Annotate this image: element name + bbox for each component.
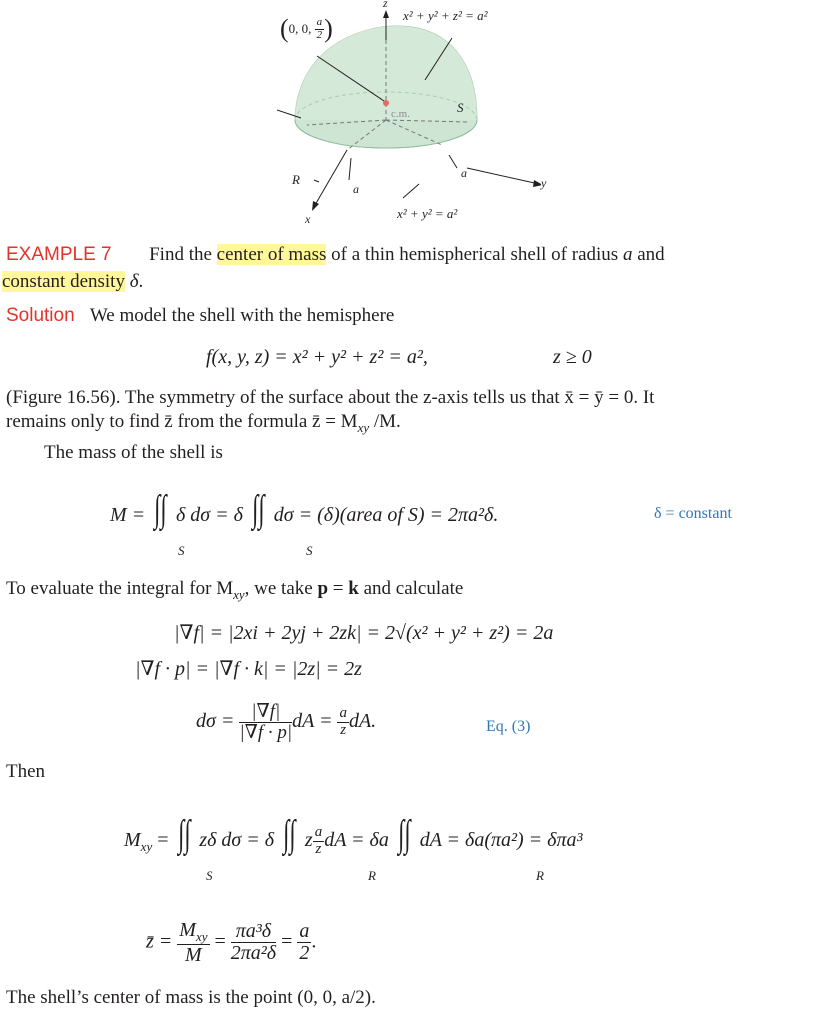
subscript-s: S (306, 543, 313, 558)
highlight-constant-density: constant density (2, 271, 125, 292)
label-r: R (292, 172, 300, 187)
sphere-equation: x² + y² + z² = a² (403, 8, 488, 23)
label-cm: c.m. (391, 108, 410, 120)
point-label: (0, 0, $\frac{a}{2}$ ) (280, 14, 333, 43)
solution-line: Solution We model the shell with the hemisphere (6, 305, 395, 326)
double-integral-icon: ∫∫ (283, 813, 296, 855)
gradient-dot-p: |∇f · p| = |∇f · k| = |2z| = 2z (135, 658, 362, 680)
mass-equation: M = ∫∫ δ dσ = δ ∫∫ dσ = (δ)(area of S) = 2πa²δ. (110, 488, 499, 530)
mass-note: δ = constant (654, 505, 732, 522)
subscript-r: R (536, 868, 544, 883)
example-statement-line2: constant density δ. (2, 271, 144, 292)
then-label: Then (6, 761, 46, 782)
highlight-center-of-mass: center of mass (216, 244, 327, 265)
double-integral-icon: ∫∫ (252, 488, 265, 530)
conclusion: The shell’s center of mass is the point (0, 0, a/2). (6, 987, 376, 1008)
dsigma-equation: dσ = $\frac{|\nabla f|}{|\nabla f \cdot p|}$ dA = $\frac{a}{z}$ dA. (196, 701, 377, 743)
label-a-left: a (353, 182, 359, 196)
mxy-equation: $M_{xy}$ = ∫∫ zδ dσ = δ ∫∫ z $\frac{a}{z}$ dA = δa ∫∫ dA = δa(πa²) = δπa³ (124, 813, 583, 857)
subscript-s: S (206, 868, 213, 883)
gradient-magnitude: |∇f| = |2xi + 2yj + 2zk| = 2√(x² + y² + z²) = 2a (174, 622, 554, 644)
solution-heading: Solution (6, 305, 75, 326)
subscript-s: S (178, 543, 185, 558)
circle-equation: x² + y² = a² (397, 206, 458, 221)
double-integral-icon: ∫∫ (154, 488, 167, 530)
x-axis (315, 150, 347, 205)
y-axis (467, 168, 539, 184)
symmetry-paragraph-line2: remains only to find z̄ from the formula z̄ = $M_{xy}$ /M. (6, 411, 401, 435)
label-s: S (457, 100, 464, 115)
mass-intro: The mass of the shell is (44, 442, 223, 463)
double-integral-icon: ∫∫ (177, 813, 191, 855)
equation-hemisphere: f(x, y, z) = x² + y² + z² = a², (206, 346, 428, 368)
x-axis-label: x (305, 212, 311, 226)
double-integral-icon: ∫∫ (398, 813, 411, 855)
equation-condition: z ≥ 0 (553, 346, 592, 368)
symmetry-paragraph-line1: (Figure 16.56). The symmetry of the surface about the z-axis tells us that x̄ = ȳ = 0. It (6, 387, 655, 408)
z-axis-label: z (383, 0, 388, 10)
equation-reference: Eq. (3) (486, 718, 531, 735)
example-heading: EXAMPLE 7 (6, 244, 112, 265)
subscript-r: R (368, 868, 376, 883)
example-statement: EXAMPLE 7 Find the center of mass of a thin hemispherical shell of radius a and (6, 244, 665, 265)
mxy-intro: To evaluate the integral for $M_{xy}$, we take p = k and calculate (6, 578, 464, 602)
y-axis-label: y (541, 176, 547, 190)
zbar-equation: z̄ = $\frac{M_{xy}}{M}$ = $\frac{\text{πa³δ}}{\text{2πa²δ}}$ = $\frac{a}{2}$ . (146, 919, 317, 966)
label-a-right: a (461, 166, 467, 180)
hemisphere-figure (277, 0, 547, 230)
